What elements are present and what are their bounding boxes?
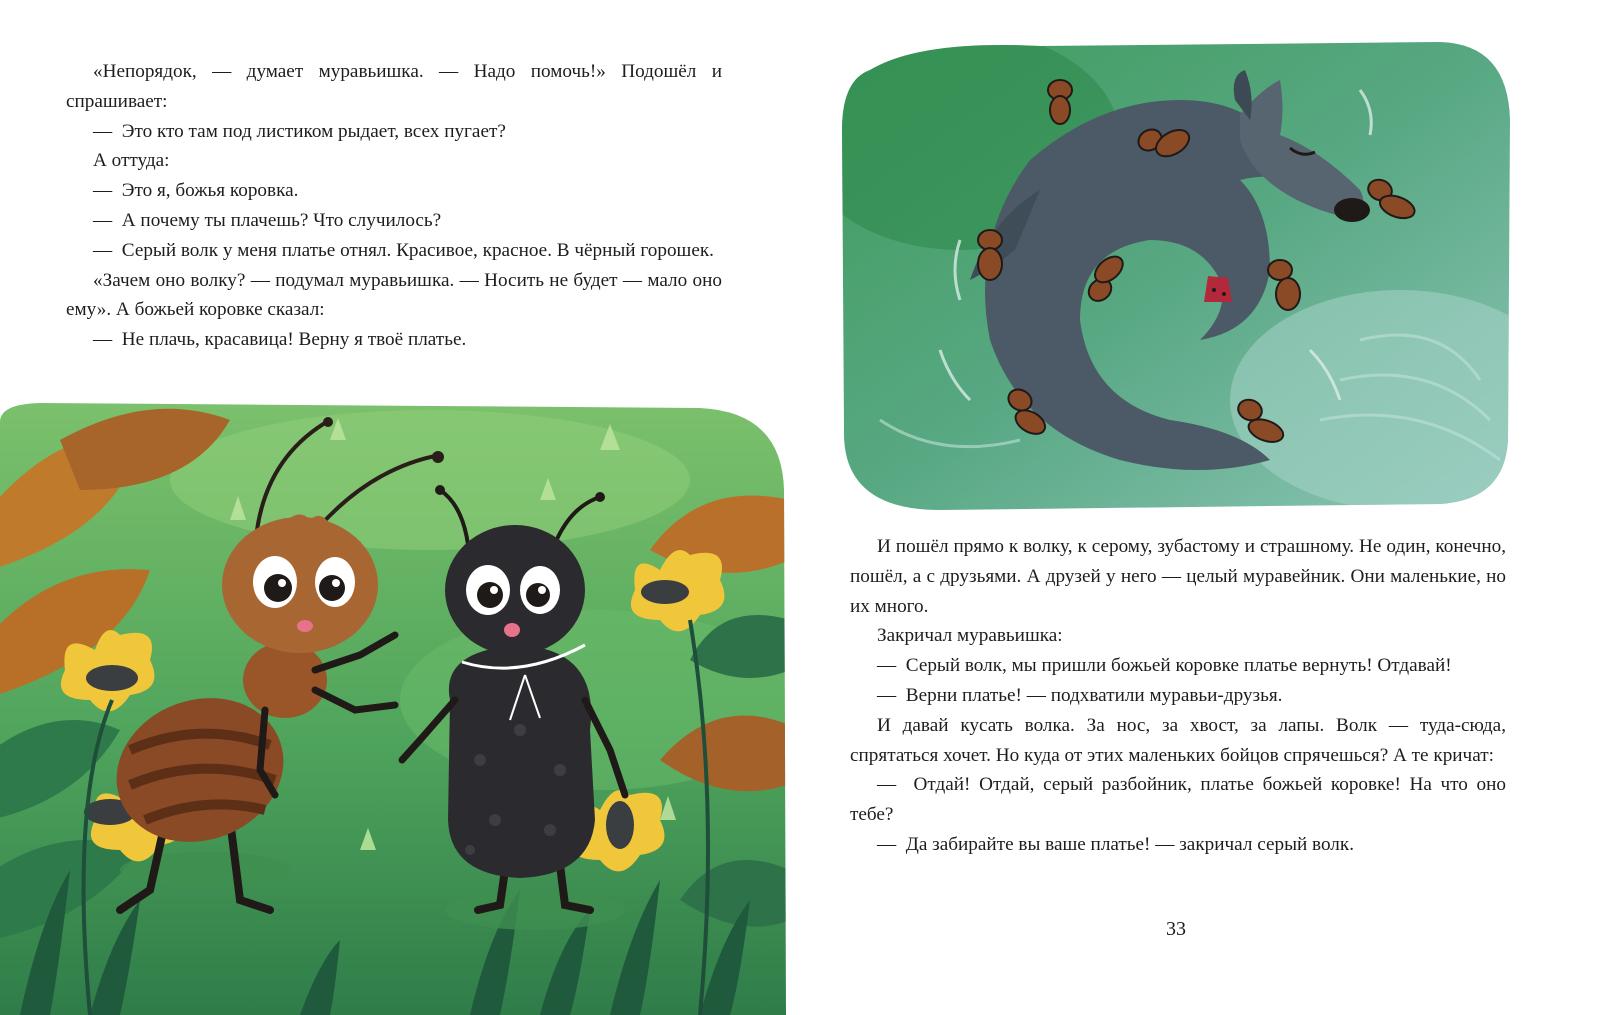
paragraph: Закричал муравьишка:	[877, 625, 1063, 647]
paragraph: И давай кусать волка. За нос, за хвост, за лапы. Волк — туда-сюда, спрятаться хочет. Но куда от этих маленьких бойцов спрячешься? А те кричат:	[850, 714, 1506, 766]
paragraph: «Зачем оно волку? — подумал муравьишка. — Носить не будет — мало оно ему». А божьей коровке сказал:	[66, 269, 722, 321]
dialog-paragraph: — Серый волк, мы пришли божьей коровке платье вернуть! Отдавай!	[850, 651, 1506, 681]
paragraph: И пошёл прямо к волку, к серому, зубастому и страшному. Не один, конечно, пошёл, а с друзьями. А друзей у него — целый муравейник. Они маленькие, но их много.	[850, 536, 1506, 617]
dialog-paragraph: — Отдай! Отдай, серый разбойник, платье божьей коровке! На что оно тебе?	[850, 770, 1506, 830]
dialog-paragraph: — Да забирайте вы ваше платье! — закричал серый волк.	[850, 830, 1506, 860]
dialog-paragraph: — Серый волк у меня платье отнял. Красивое, красное. В чёрный горошек.	[66, 236, 722, 266]
dialog-paragraph: — Верни платье! — подхватили муравьи-друзья.	[850, 681, 1506, 711]
dialog-paragraph: — Это я, божья коровка.	[66, 176, 722, 206]
dialog-paragraph: — А почему ты плачешь? Что случилось?	[66, 206, 722, 236]
page-number: 33	[1166, 918, 1186, 940]
dialog-paragraph: — Не плачь, красавица! Верну я твоё платье.	[66, 325, 722, 355]
right-page	[800, 0, 1600, 1015]
paragraph: «Непорядок, — думает муравьишка. — Надо помочь!» Подошёл и спрашивает:	[66, 61, 722, 112]
right-page-text	[850, 532, 1506, 860]
ants-and-wolf-illustration	[840, 40, 1512, 512]
left-page-text	[66, 57, 722, 355]
ant-and-ladybug-illustration	[0, 400, 786, 1015]
paragraph: А оттуда:	[93, 150, 170, 172]
dialog-paragraph: — Это кто там под листиком рыдает, всех пугает?	[66, 117, 722, 147]
